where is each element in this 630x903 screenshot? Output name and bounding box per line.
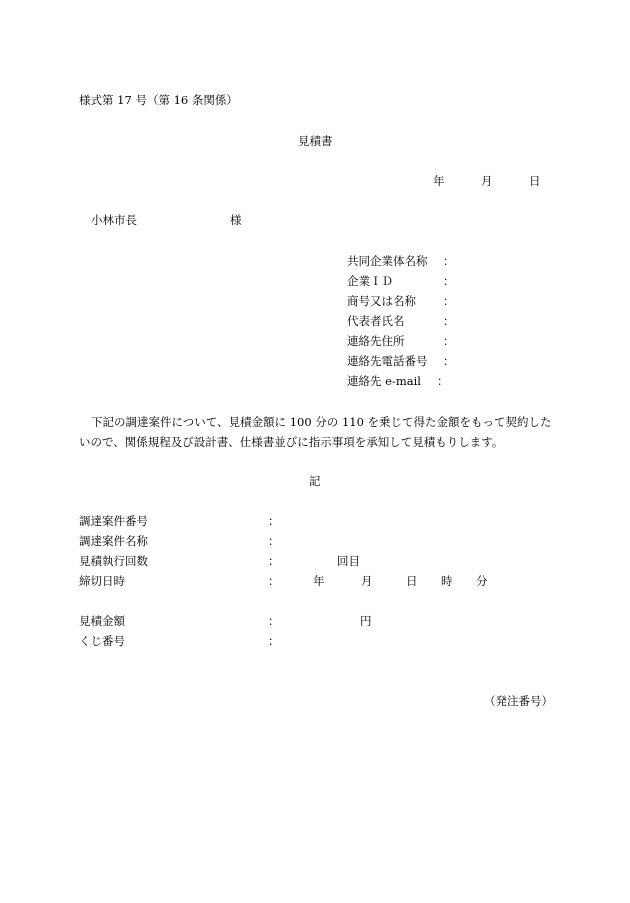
bidder-field-colon: ：	[443, 314, 455, 328]
order-number-label: （発注番号）	[484, 694, 553, 708]
bidder-field-label: 企業ＩＤ	[347, 274, 393, 288]
form-number: 様式第 17 号（第 16 条関係）	[79, 93, 238, 107]
deadline-day-label: 日	[406, 574, 418, 588]
detail-colon: ：	[268, 614, 280, 628]
bidder-field-label: 連絡先電話番号	[347, 354, 428, 368]
detail-colon: ：	[268, 514, 280, 528]
date-month-label: 月	[481, 174, 493, 188]
body-text-line: いので、関係規程及び設計書、仕様書並びに指示事項を承知して見積もりします。	[79, 435, 504, 449]
bidder-field-colon: ：	[437, 374, 449, 388]
detail-label-case-name: 調達案件名称	[79, 534, 148, 548]
deadline-hour-label: 時	[441, 574, 453, 588]
bidder-field-colon: ：	[443, 254, 455, 268]
deadline-month-label: 月	[361, 574, 373, 588]
detail-round-unit: 回目	[337, 554, 360, 568]
bidder-field-label: 代表者氏名	[347, 314, 405, 328]
detail-label-amount: 見積金額	[79, 614, 125, 628]
deadline-year-label: 年	[313, 574, 325, 588]
deadline-minute-label: 分	[476, 574, 488, 588]
bidder-field-colon: ：	[443, 274, 455, 288]
body-text-line: 下記の調達案件について、見積金額に 100 分の 110 を乗じて得た金額をもって契約した	[91, 415, 552, 429]
bidder-field-label: 連絡先住所	[347, 334, 405, 348]
detail-colon: ：	[268, 534, 280, 548]
date-year-label: 年	[433, 174, 445, 188]
detail-colon: ：	[268, 554, 280, 568]
addressee-honorific: 様	[230, 213, 242, 227]
detail-label-round: 見積執行回数	[79, 554, 148, 568]
addressee-name: 小林市長	[91, 213, 137, 227]
bidder-field-colon: ：	[443, 334, 455, 348]
amount-unit: 円	[360, 614, 372, 628]
ki-heading: 記	[309, 474, 321, 488]
bidder-field-label: 商号又は名称	[347, 294, 416, 308]
bidder-field-label: 連絡先 e-mail	[347, 374, 421, 388]
bidder-field-label: 共同企業体名称	[347, 254, 428, 268]
date-day-label: 日	[529, 174, 541, 188]
detail-label-deadline: 締切日時	[79, 574, 125, 588]
detail-label-case-number: 調達案件番号	[79, 514, 148, 528]
detail-colon: ：	[268, 574, 280, 588]
bidder-field-colon: ：	[443, 354, 455, 368]
bidder-field-colon: ：	[443, 294, 455, 308]
detail-label-lottery: くじ番号	[79, 634, 125, 648]
document-title: 見積書	[298, 134, 333, 148]
detail-colon: ：	[268, 634, 280, 648]
